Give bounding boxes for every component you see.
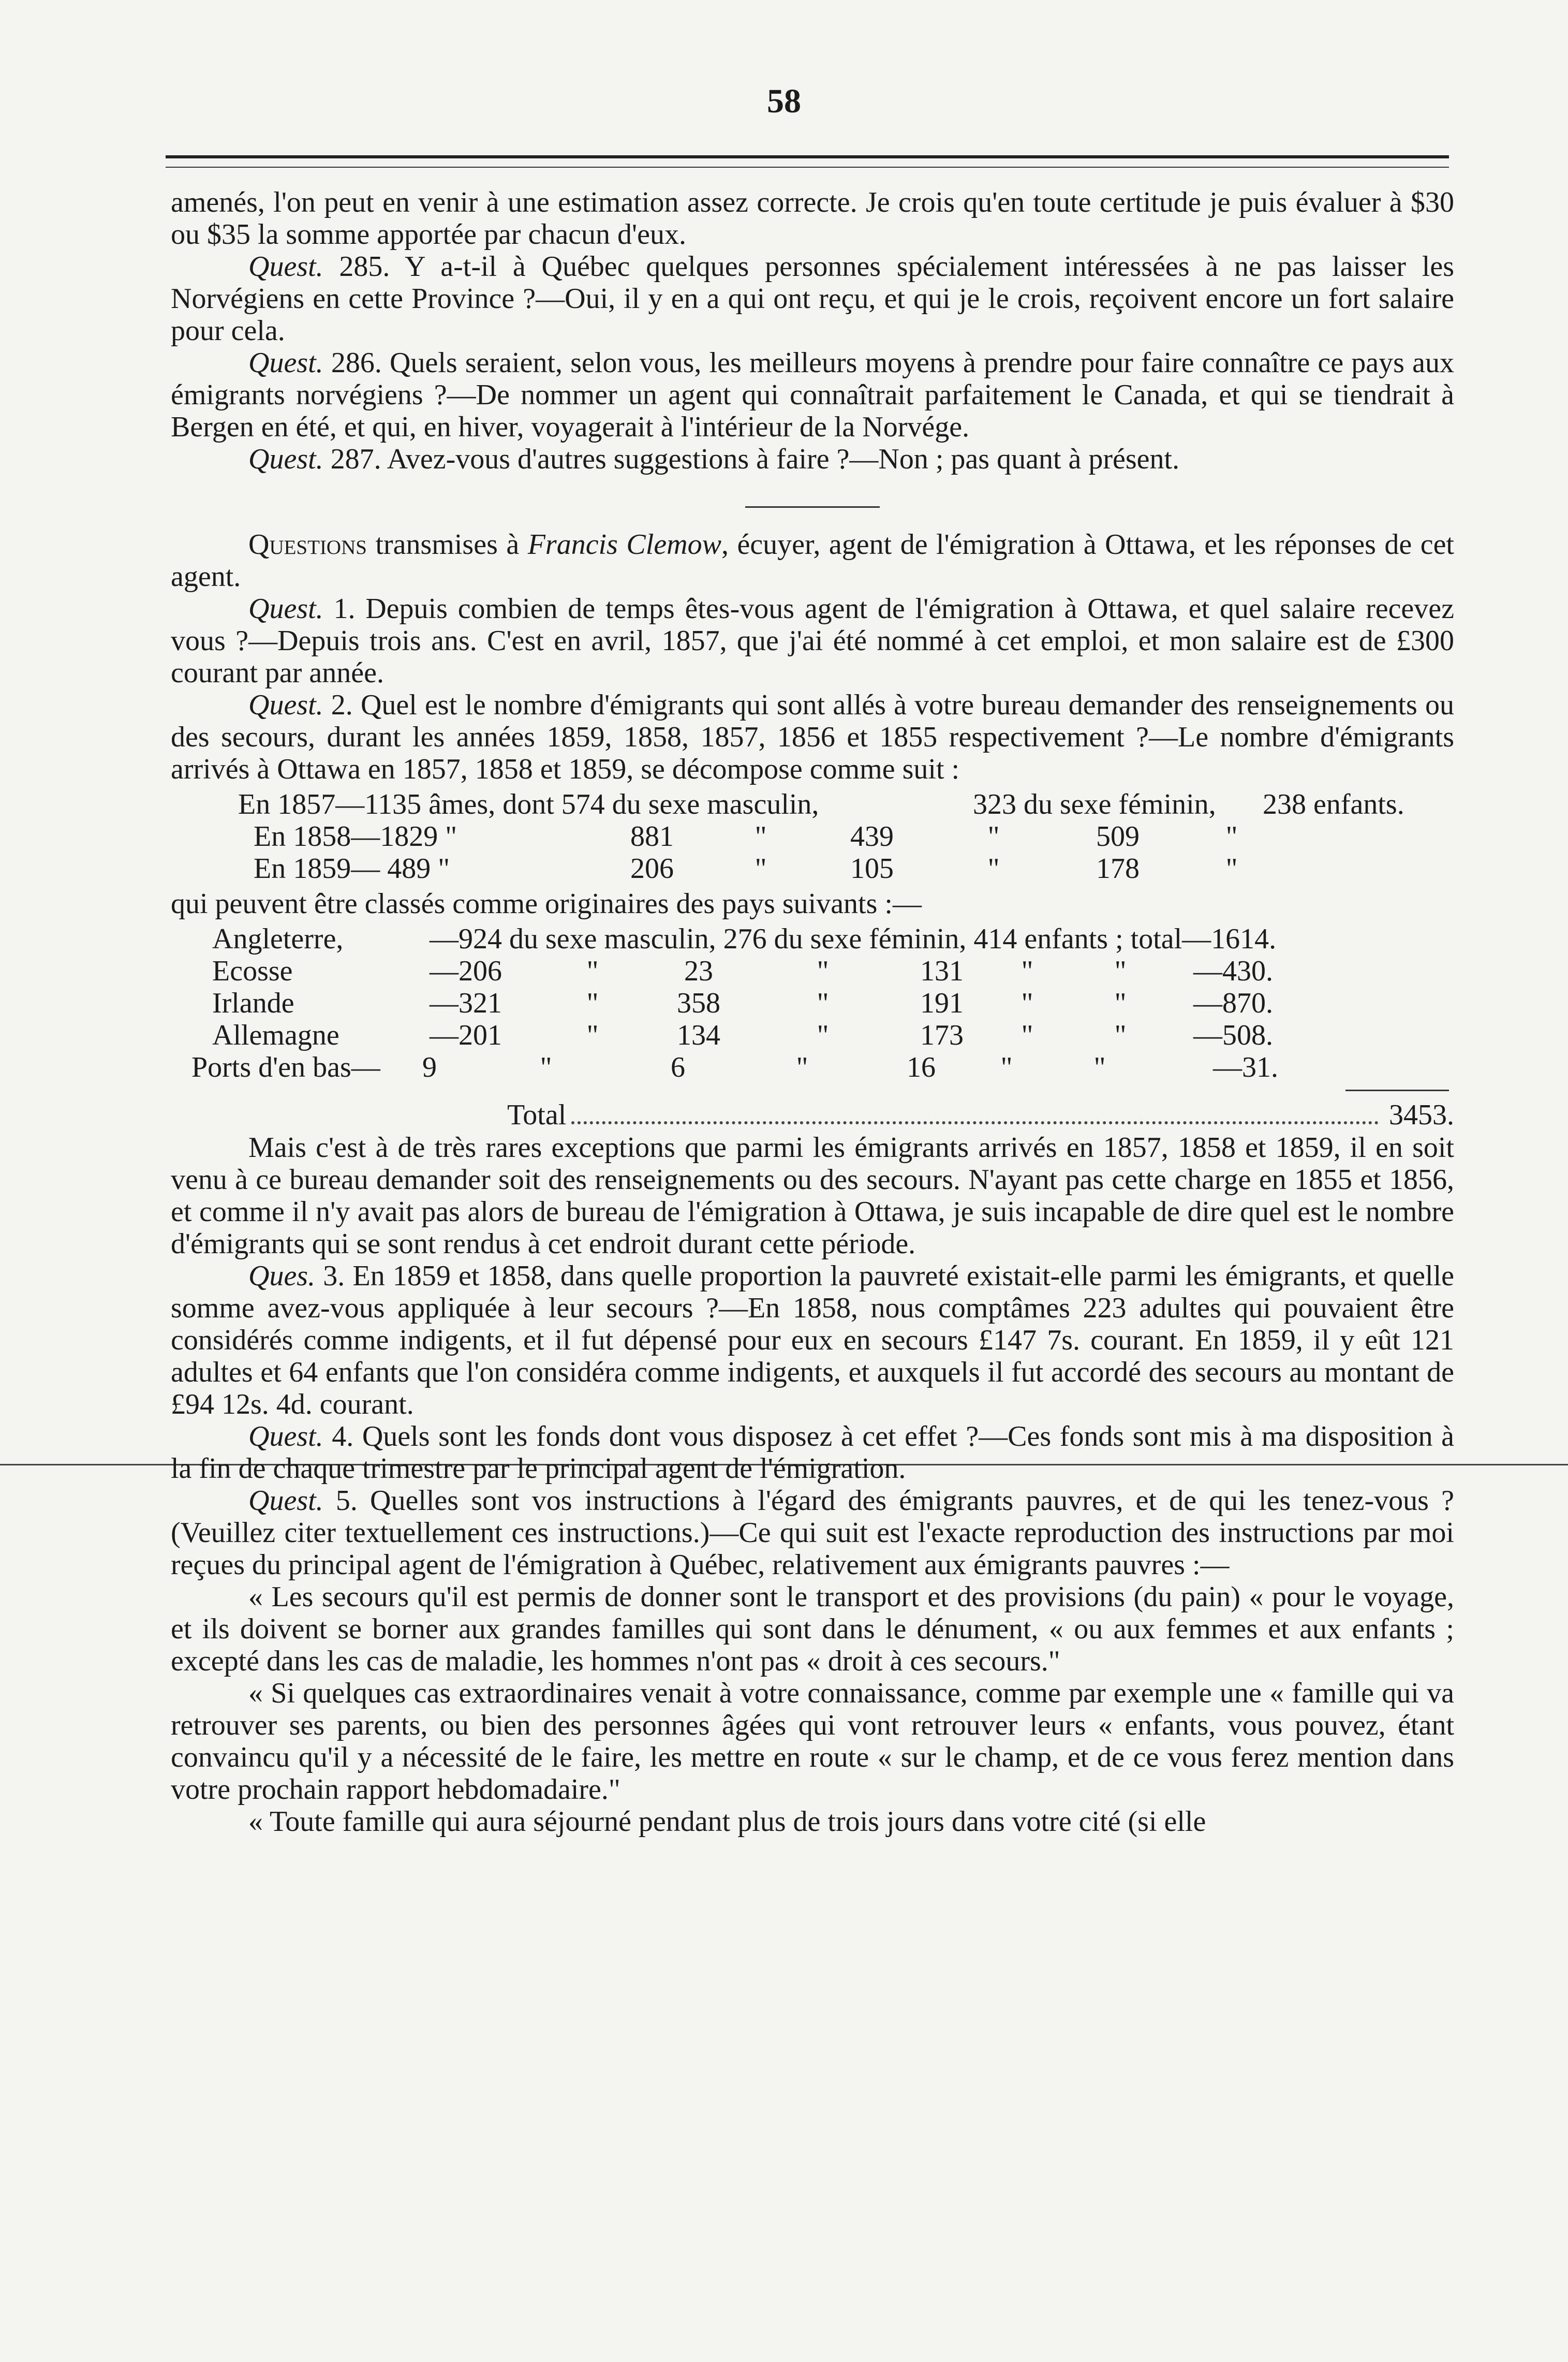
paragraph-after-total: Mais c'est à de très rares exceptions que parmi les émigrants arrivés en 1857, 1858 et 1859, il en soit venu à ce bureau demander soit des renseignements ou des secours. N'ayant pas cette charge en 1855 et 1856, et comme il n'y avait pas alors de bureau de l'émigration à Ottawa, je suis incapable de dire quel est le nombre d'émigrants qui se sont rendus à cet endroit durant cette période. — [171, 1132, 1454, 1260]
section-heading: Questions transmises à Francis Clemow, écuyer, agent de l'émigration à Ottawa, et les réponses de cet agent. — [171, 529, 1454, 593]
header-rule-thick — [166, 155, 1449, 158]
table-row: Angleterre, —924 du sexe masculin, 276 du sexe féminin, 414 enfants ; total—1614. — [212, 923, 1277, 955]
quote-paragraph: « Les secours qu'il est permis de donner sont le transport et des provisions (du pain) « pour le voyage, et ils doivent se borner aux grandes familles qui sont dans le dénument, « ou aux femmes et aux enfants ; excepté dans les cas de maladie, les hommes n'ont pas « droit à ces secours." — [171, 1581, 1454, 1677]
paragraph-quest-2: Quest. 2. Quel est le nombre d'émigrants qui sont allés à votre bureau demander des renseignements ou des secours, durant les années 1859, 1858, 1857, 1856 et 1855 respectivement ?—Le nombre d'émigrants arrivés à Ottawa en 1857, 1858 et 1859, se décompose comme suit : — [171, 689, 1454, 785]
paragraph-quest-286: Quest. 286. Quels seraient, selon vous, les meilleurs moyens à prendre pour faire connaître ce pays aux émigrants norvégiens ?—De nommer un agent qui connaîtrait parfaitement le Canada, et qui se tiendrait à Bergen en été, et qui, en hiver, voyagerait à l'intérieur de la Norvége. — [171, 347, 1454, 443]
section-separator — [745, 506, 880, 508]
dot-leader — [571, 1121, 1379, 1124]
total-value: 3453. — [1389, 1099, 1454, 1131]
table-row: Irlande —321 " 358 " 191 " " —870. — [212, 987, 1273, 1019]
table-row: En 1857—1135 âmes, dont 574 du sexe masculin, 323 du sexe féminin, 238 enfants. — [238, 788, 1404, 820]
paragraph-quest-285: Quest. 285. Y a-t-il à Québec quelques personnes spécialement intéressées à ne pas laisser les Norvégiens en cette Province ?—Oui, il y en a qui ont reçu, et qui je le crois, reçoivent encore un fort salaire pour cela. — [171, 251, 1454, 347]
table-row: En 1858—1829 " 881 " 439 " 509 " — [254, 820, 1238, 853]
years-table — [171, 788, 1454, 885]
paragraph-continuation: amenés, l'on peut en venir à une estimation assez correcte. Je crois qu'en toute certitude je puis évaluer à $30 ou $35 la somme apportée par chacun d'eux. — [171, 186, 1454, 251]
quote-paragraph: « Si quelques cas extraordinaires venait à votre connaissance, comme par exemple une « famille qui va retrouver ses parents, ou bien des personnes âgées qui vont retrouver leurs « enfants, vous pouvez, étant convaincu qu'il y a nécessité de le faire, les mettre en route « sur le champ, et de ce vous ferez mention dans votre prochain rapport hebdomadaire." — [171, 1677, 1454, 1806]
paragraph-quest-1: Quest. 1. Depuis combien de temps êtes-vous agent de l'émigration à Ottawa, et quel salaire recevez vous ?—Depuis trois ans. C'est en avril, 1857, que j'ai été nommé à cet emploi, et mon salaire est de £300 courant par année. — [171, 593, 1454, 689]
quote-paragraph: « Toute famille qui aura séjourné pendant plus de trois jours dans votre cité (si elle — [248, 1806, 1206, 1838]
origins-table — [171, 923, 1454, 1083]
table-row: Allemagne —201 " 134 " 173 " " —508. — [212, 1019, 1273, 1051]
total-label: Total — [507, 1099, 567, 1131]
table-row: En 1859— 489 " 206 " 105 " 178 " — [254, 853, 1238, 885]
paragraph-quest-4: Quest. 4. Quels sont les fonds dont vous disposez à cet effet ?—Ces fonds sont mis à ma disposition à la fin de chaque trimestre par le principal agent de l'émigration. — [171, 1420, 1454, 1485]
header-rule-thin — [166, 167, 1449, 168]
paragraph-quest-5: Quest. 5. Quelles sont vos instructions à l'égard des émigrants pauvres, et de qui les tenez-vous ? (Veuillez citer textuellement ces instructions.)—Ce qui suit est l'exacte reproduction des instructions par moi reçues du principal agent de l'émigration à Québec, relativement aux émigrants pauvres :— — [171, 1485, 1454, 1581]
table-row: Ecosse —206 " 23 " 131 " " —430. — [212, 955, 1273, 987]
table-row: Ports d'en bas— 9 " 6 " 16 " " —31. — [191, 1051, 1278, 1083]
page-body — [171, 186, 1454, 1838]
paragraph-ques-3: Ques. 3. En 1859 et 1858, dans quelle proportion la pauvreté existait-elle parmi les émigrants, et quelle somme avez-vous appliquée à leur secours ?—En 1858, nous comptâmes 223 adultes qui pouvaient être considérés comme indigents, et il fut dépensé pour eux en secours £147 7s. courant. En 1859, il y eût 121 adultes et 64 enfants que l'on considéra comme indigents, et auxquels il fut accordé des secours au montant de £94 12s. 4d. courant. — [171, 1260, 1454, 1420]
total-rule — [171, 1087, 1454, 1097]
total-row — [171, 1099, 1454, 1132]
page-number: 58 — [767, 82, 801, 120]
classification-intro: qui peuvent être classés comme originaires des pays suivants :— — [171, 888, 922, 920]
paragraph-quest-287: Quest. 287. Avez-vous d'autres suggestions à faire ?—Non ; pas quant à présent. — [248, 443, 1180, 475]
